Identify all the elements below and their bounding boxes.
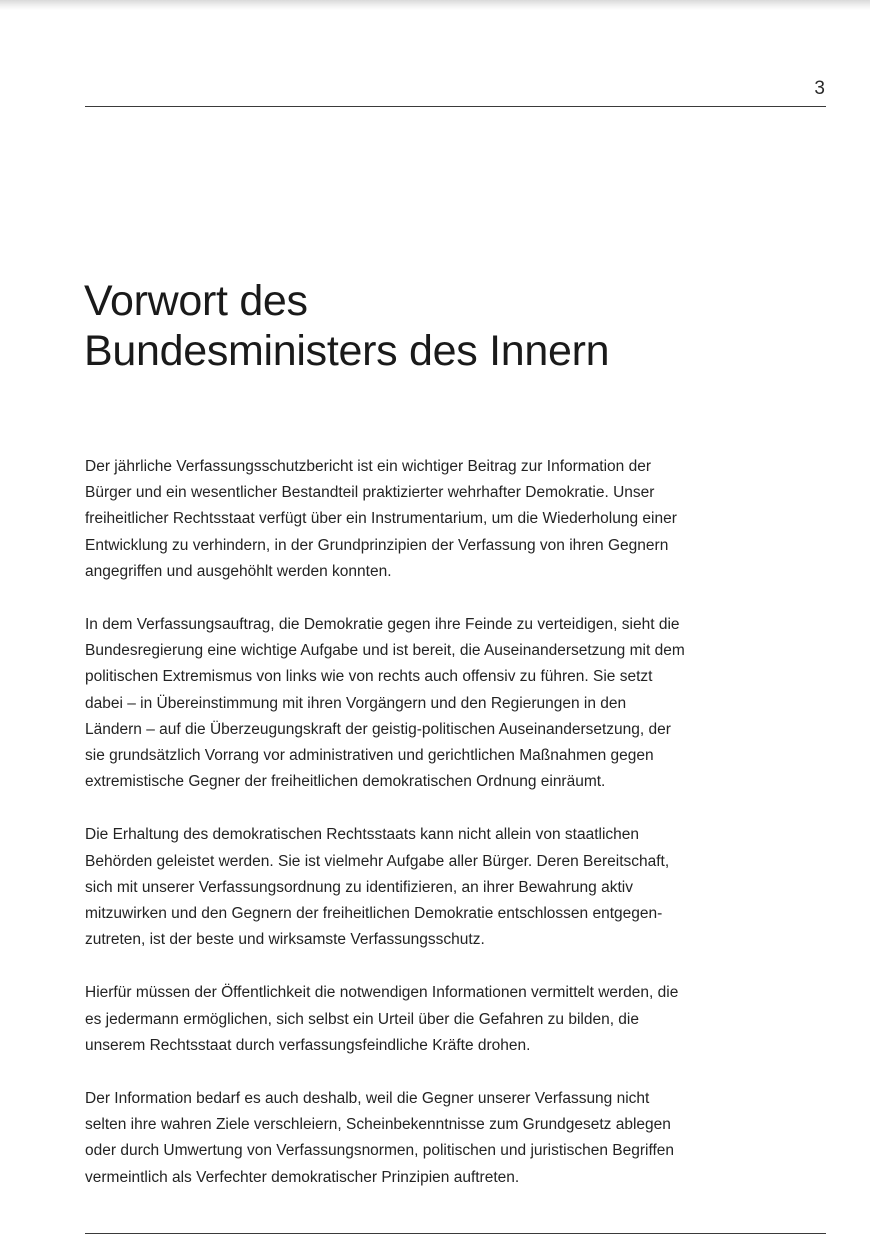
text-line: Bürger und ein wesentlicher Bestandteil praktizierter wehrhafter Demokratie. Unser [85,484,655,502]
text-line: Die Erhaltung des demokratischen Rechtsstaats kann nicht allein von staatlichen [85,826,640,844]
paragraph-5 [85,1086,830,1191]
header-rule [85,106,826,107]
text-line: vermeintlich als Verfechter demokratischer Prinzipien auftreten. [85,1168,520,1186]
text-line: Behörden geleistet werden. Sie ist vielmehr Aufgabe aller Bürger. Deren Bereitschaft, [85,852,670,870]
text-line: oder durch Umwertung von Verfassungsnormen, politischen und juristischen Begriffen [85,1142,675,1160]
text-line: selten ihre wahren Ziele verschleiern, Scheinbekenntnisse zum Grundgesetz ablegen [85,1116,671,1134]
text-line: angegriffen und ausgehöhlt werden konnten. [85,562,392,580]
title-line: Vorwort des [84,277,308,325]
text-line: unserem Rechtsstaat durch verfassungsfeindliche Kräfte drohen. [85,1036,531,1054]
text-line: dabei – in Übereinstimmung mit ihren Vorgängern und den Regierungen in den [85,694,627,712]
page-number: 3 [814,78,825,99]
paragraph-4 [85,980,830,1059]
paragraph-1 [85,454,830,585]
scan-edge [0,0,870,10]
body-text [85,454,830,1218]
paragraph-2 [85,612,830,795]
text-line: Ländern – auf die Überzeugungskraft der geistig-politischen Auseinandersetzung, der [85,720,671,738]
text-line: In dem Verfassungsauftrag, die Demokratie gegen ihre Feinde zu verteidigen, sieht die [85,616,680,634]
text-line: Der Information bedarf es auch deshalb, weil die Gegner unserer Verfassung nicht [85,1090,650,1108]
paragraph-3 [85,822,830,953]
footer-rule [85,1233,826,1234]
text-line: zutreten, ist der beste und wirksamste Verfassungsschutz. [85,931,485,949]
text-line: extremistische Gegner der freiheitlichen demokratischen Ordnung einräumt. [85,773,606,791]
text-line: freiheitlicher Rechtsstaat verfügt über ein Instrumentarium, um die Wiederholung einer [85,510,677,528]
text-line: Bundesregierung eine wichtige Aufgabe und ist bereit, die Auseinandersetzung mit dem [85,642,685,660]
text-line: es jedermann ermöglichen, sich selbst ein Urteil über die Gefahren zu bilden, die [85,1010,639,1028]
text-line: sie grundsätzlich Vorrang vor administrativen und gerichtlichen Maßnahmen gegen [85,747,654,765]
text-line: Hierfür müssen der Öffentlichkeit die notwendigen Informationen vermittelt werden, die [85,984,679,1002]
page-title [84,276,609,376]
text-line: Entwicklung zu verhindern, in der Grundprinzipien der Verfassung von ihren Gegnern [85,536,669,554]
title-line: Bundesministers des Innern [84,327,610,375]
text-line: sich mit unserer Verfassungsordnung zu identifizieren, an ihrer Bewahrung aktiv [85,878,633,896]
text-line: mitzuwirken und den Gegnern der freiheitlichen Demokratie entschlossen entgegen- [85,905,663,923]
text-line: Der jährliche Verfassungsschutzbericht ist ein wichtiger Beitrag zur Information der [85,458,652,475]
text-line: politischen Extremismus von links wie von rechts auch offensiv zu führen. Sie setzt [85,668,653,686]
